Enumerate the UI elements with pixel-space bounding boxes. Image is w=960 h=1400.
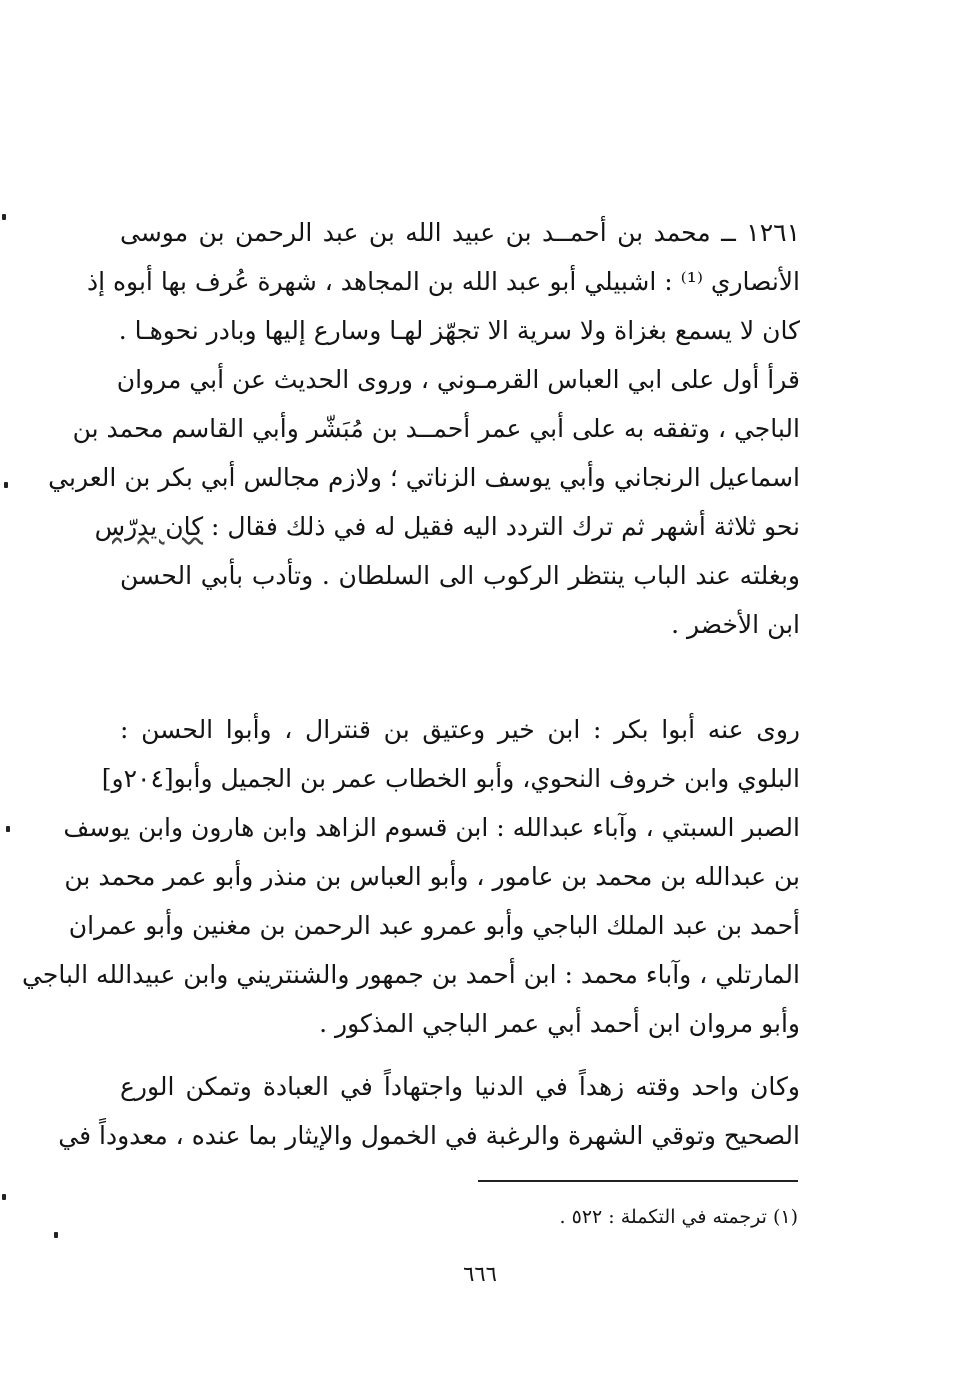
text-line: الأنصاري ⁽¹⁾ : اشبيلي أبو عبد الله بن المجاهد ، شهرة عُرف بها أبوه إذ: [86, 267, 800, 296]
main-text: [22, 208, 800, 1160]
paragraph-1: [48, 208, 800, 649]
text-line: بن عبدالله بن محمد بن عامور ، وأبو العباس بن منذر وأبو عمر محمد بن: [64, 862, 800, 891]
text-line: روى عنه أبوا بكر : ابن خير وعتيق بن قنترال ، وأبوا الحسن :: [120, 715, 800, 744]
paragraph-2: [22, 705, 800, 1048]
text-line: ابن الأخضر .: [671, 610, 800, 639]
text-line: وأبو مروان ابن أحمد أبي عمر الباجي المذكور .: [319, 1009, 800, 1038]
text-line: الصبر السبتي ، وآباء عبدالله : ابن قسوم الزاهد وابن هارون وابن يوسف: [63, 813, 800, 842]
scan-speck: [6, 826, 10, 832]
scan-speck: [54, 1232, 58, 1238]
underlined-phrase: كان يدرّس: [94, 512, 204, 541]
text-line: وبغلته عند الباب ينتظر الركوب الى السلطان . وتأدب بأبي الحسن: [120, 561, 800, 590]
text-line: قرأ أول على ابي العباس القرمـوني ، وروى الحديث عن أبي مروان: [116, 365, 800, 394]
scan-speck: [2, 1194, 6, 1200]
text-segment: نحو ثلاثة أشهر ثم ترك التردد اليه فقيل له في ذلك فقال :: [211, 512, 800, 541]
text-line: الباجي ، وتفقه به على أبي عمر أحمــد بن مُبَشّر وأبي القاسم محمد بن: [72, 414, 800, 443]
text-line: الصحيح وتوقي الشهرة والرغبة في الخمول والإيثار بما عنده ، معدوداً في: [58, 1121, 800, 1150]
scan-speck: [4, 482, 8, 488]
scan-speck: [2, 214, 6, 220]
footnote-divider: [478, 1180, 798, 1182]
text-line: البلوي وابن خروف النحوي، وأبو الخطاب عمر بن الجميل وأبو[٢٠٤و]: [101, 764, 800, 793]
paragraph-3: [58, 1062, 800, 1160]
text-line: أحمد بن عبد الملك الباجي وأبو عمرو عبد الرحمن بن مغنين وأبو عمران: [68, 911, 800, 940]
text-line: ١٢٦١ ــ محمد بن أحمــد بن عبيد الله بن عبد الرحمن بن موسى: [120, 218, 800, 247]
text-line: المارتلي ، وآباء محمد : ابن أحمد بن جمهور والشنتريني وابن عبيدالله الباجي: [22, 960, 800, 989]
footnote: (١) ترجمته في التكملة : ٥٢٢ .: [559, 1206, 798, 1228]
page-number: ٦٦٦: [463, 1262, 497, 1286]
text-line: اسماعيل الرنجاني وأبي يوسف الزناتي ؛ ولازم مجالس أبي بكر بن العربي: [48, 463, 800, 492]
text-line: وكان واحد وقته زهداً في الدنيا واجتهاداً في العبادة وتمكن الورع: [120, 1072, 800, 1101]
text-line: كان لا يسمع بغزاة ولا سرية الا تجهّز لهـا وسارع إليها وبادر نحوهـا .: [118, 316, 800, 345]
text-line: [94, 502, 800, 551]
